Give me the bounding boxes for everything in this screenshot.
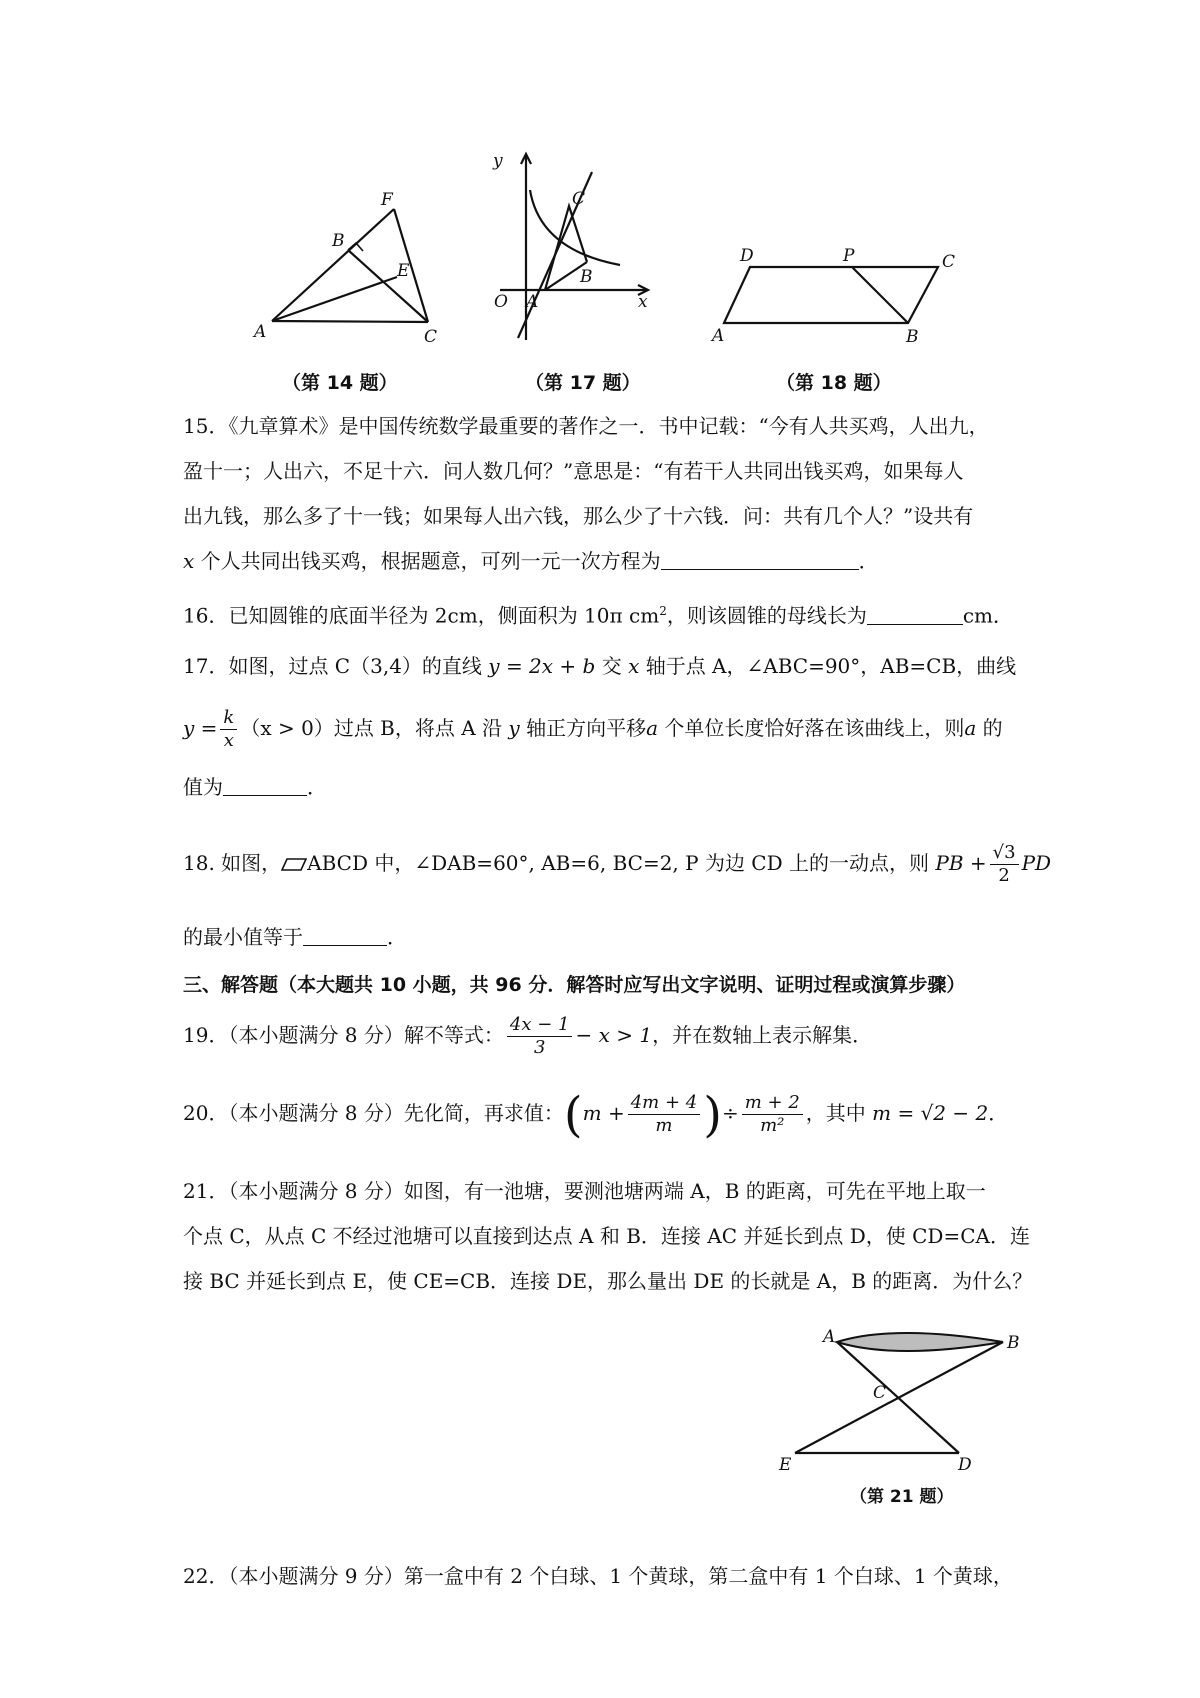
q18-frac-den: 2 — [998, 865, 1010, 886]
f14-label-A: A — [254, 322, 267, 342]
figure-14 — [250, 185, 450, 345]
q20-end: ． — [988, 1101, 1009, 1125]
q17-a-2: a — [964, 716, 977, 740]
q19-line — [183, 1007, 872, 1063]
f17-label-B: B — [580, 267, 593, 287]
f14-label-F: F — [381, 190, 393, 210]
q15-answer-blank[interactable] — [661, 551, 859, 570]
figure-18 — [700, 245, 960, 345]
q18-line-1 — [183, 835, 1051, 891]
f21-label-D: D — [958, 1455, 972, 1475]
q20-line: 20．（本小题满分 8 分）先化简，再求值：(m + $\frac{4m + 4}{m}$ )÷ $\frac{m + 2}{\text{m²}}$ ，其中 m = √2 − 2． — [183, 1086, 1009, 1143]
q17-line-2b: 轴正方向平移 — [526, 716, 647, 740]
figure-18-caption: （第 18 题） — [776, 372, 892, 394]
q17-x: x — [628, 654, 640, 678]
f14-label-C: C — [424, 327, 438, 345]
q17-line-2c: 个单位长度恰好落在该曲线上，则 — [664, 716, 965, 740]
q15-line-4-end: ． — [858, 549, 879, 573]
q20-mid: ，其中 — [805, 1101, 866, 1125]
q17-frac-den: x — [223, 730, 234, 751]
q17-cond: （x > 0） — [240, 716, 334, 740]
q17-line-1 — [183, 652, 1016, 680]
q16-pre: 16．已知圆锥的底面半径为 2cm，侧面积为 10 — [183, 603, 610, 628]
q17-line-3-end: ． — [307, 775, 327, 799]
q17-post: 轴于点 A，∠ABC=90°，AB=CB，曲线 — [645, 654, 1017, 678]
figure-14-caption: （第 14 题） — [282, 372, 398, 394]
parallelogram-icon — [281, 858, 307, 871]
q20-frac1-num: 4m + 4 — [628, 1092, 701, 1115]
q19-frac-den: 3 — [533, 1037, 546, 1058]
q18-mid: ABCD 中，∠DAB=60°, AB=6, BC=2, P 为边 CD 上的一动点，则 — [307, 851, 930, 875]
figure-21-caption: （第 21 题） — [850, 1487, 954, 1507]
q17-pre: 17．如图，过点 C（3,4）的直线 — [183, 654, 482, 678]
f21-label-C: C — [873, 1383, 887, 1403]
q21-line-1: 21．（本小题满分 8 分）如图，有一池塘，要测池塘两端 A，B 的距离，可先在平地上取一 — [183, 1179, 986, 1203]
q20-frac1-den: m — [655, 1115, 673, 1136]
q20-fraction-2 — [742, 1092, 803, 1137]
q16-end: cm． — [962, 603, 1014, 628]
f14-label-E: E — [397, 261, 410, 281]
q20-div: ÷ — [721, 1101, 739, 1125]
q17-line-2 — [183, 704, 1003, 752]
q18-fraction — [990, 842, 1019, 887]
q17-mid: 交 — [601, 654, 622, 678]
q20-frac2-num: m + 2 — [742, 1092, 803, 1115]
f21-label-E: E — [779, 1455, 792, 1475]
f21-label-B: B — [1007, 1333, 1020, 1353]
f17-label-C: C — [572, 189, 586, 209]
q19-frac-num: 4x − 1 — [507, 1014, 573, 1037]
figure-17 — [490, 150, 660, 350]
q17-frac-num: k — [220, 707, 237, 730]
f17-label-A: A — [526, 292, 539, 312]
q16-answer-blank[interactable] — [867, 606, 963, 625]
q17-fraction — [220, 707, 237, 752]
q18-frac-num: √3 — [990, 842, 1019, 865]
q18-pd: PD — [1021, 851, 1052, 875]
q18-line-2-text: 的最小值等于 — [183, 925, 303, 949]
q15-line-4 — [183, 547, 879, 575]
f18-label-C: C — [942, 252, 956, 272]
q19-post: ，并在数轴上表示解集． — [652, 1023, 873, 1047]
q20-pre: 20．（本小题满分 8 分）先化简，再求值： — [183, 1101, 564, 1125]
f21-label-A: A — [823, 1327, 836, 1347]
q16-line — [183, 597, 1013, 630]
q15-line-4-text: 个人共同出钱买鸡，根据题意，可列一元一次方程为 — [194, 549, 661, 573]
q18-pb: PB + — [935, 851, 987, 875]
section-3-heading: 三、解答题（本大题共 10 小题，共 96 分．解答时应写出文字说明、证明过程或演算步骤） — [183, 974, 966, 996]
q19-fraction — [507, 1014, 573, 1059]
f18-label-B: B — [906, 327, 919, 345]
q17-eq: y = 2x + b — [488, 654, 596, 678]
q18-line-2 — [183, 923, 407, 951]
q21-line-3: 接 BC 并延长到点 E，使 CE=CB．连接 DE，那么量出 DE 的长就是 A，B 的距离．为什么？ — [183, 1269, 1033, 1293]
q20-frac2-den: m² — [760, 1115, 785, 1136]
q17-a-1: a — [646, 716, 659, 740]
q19-pre: 19．（本小题满分 8 分）解不等式： — [183, 1023, 504, 1047]
q16-unit: cm — [629, 603, 660, 628]
f18-label-D: D — [740, 246, 754, 266]
f17-label-O: O — [494, 292, 508, 312]
q20-m: m + — [582, 1101, 625, 1125]
q16-pi: π — [609, 603, 623, 628]
q15-line-3: 出九钱，那么多了十一钱；如果每人出六钱，那么少了十六钱．问：共有几个人？”设共有 — [183, 504, 974, 528]
q15-line-1: 15．《九章算术》是中国传统数学最重要的著作之一．书中记载：“今有人共买鸡，人出九， — [183, 414, 989, 438]
q16-post: ，则该圆锥的母线长为 — [666, 603, 867, 628]
q17-line-3 — [183, 773, 327, 801]
q17-line-2d: 的 — [982, 716, 1003, 740]
f18-label-P: P — [843, 246, 855, 266]
q17-line-2a: 过点 B，将点 A 沿 — [333, 716, 503, 740]
q17-line-3-text: 值为 — [183, 775, 223, 799]
figure-21 — [775, 1320, 1035, 1480]
q22-line-1: 22．（本小题满分 9 分）第一盒中有 2 个白球、1 个黄球，第二盒中有 1 个白球、1 个黄球， — [183, 1564, 1013, 1588]
q20-fraction-1 — [628, 1092, 701, 1137]
q16-sup: 2 — [659, 604, 667, 618]
figure-17-caption: （第 17 题） — [525, 372, 641, 394]
q18-answer-blank[interactable] — [303, 927, 387, 946]
f17-label-x: x — [638, 292, 648, 312]
q20-cond: m = √2 − 2 — [872, 1101, 989, 1125]
q18-pre: 18. 如图， — [183, 851, 282, 875]
q17-yvar: y — [508, 716, 520, 740]
q15-var-x: x — [183, 549, 195, 573]
q18-line-2-end: ． — [387, 925, 407, 949]
q15-line-2: 盈十一；人出六，不足十六．问人数几何？”意思是：“有若干人共同出钱买鸡，如果每人 — [183, 459, 964, 483]
q17-y-eq: y = — [183, 716, 218, 740]
f18-label-A: A — [712, 326, 725, 345]
f17-label-y: y — [493, 151, 503, 171]
q17-answer-blank[interactable] — [223, 777, 307, 796]
q21-line-2: 个点 C，从点 C 不经过池塘可以直接到达点 A 和 B．连接 AC 并延长到点 D，使 CD=CA．连 — [183, 1224, 1030, 1248]
f14-label-B: B — [332, 231, 345, 251]
q19-rest: − x > 1 — [575, 1023, 653, 1047]
